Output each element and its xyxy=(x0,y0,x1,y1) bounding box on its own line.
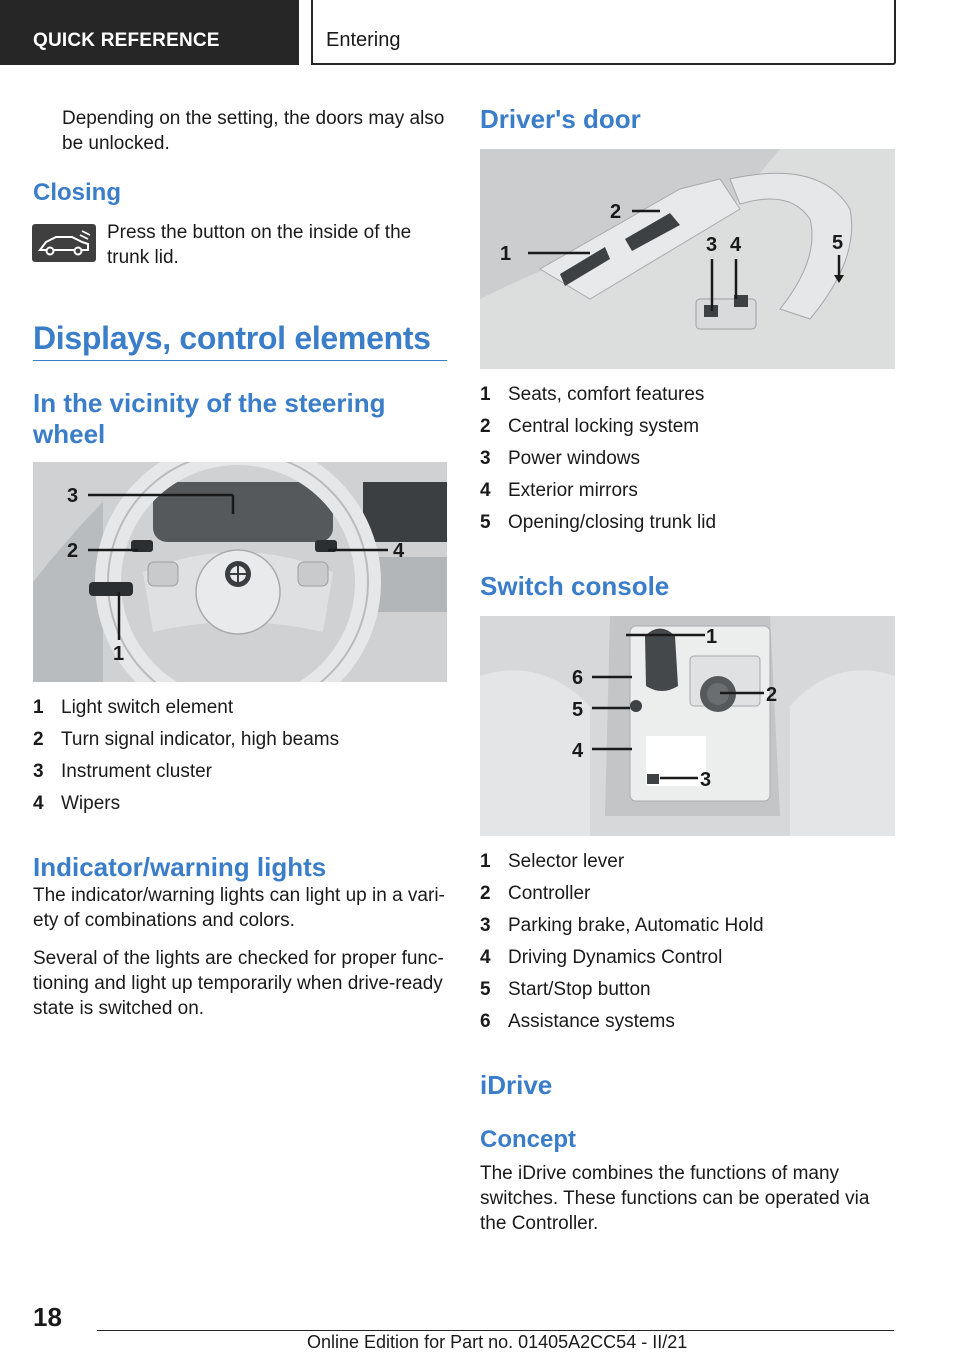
callout-3: 3 xyxy=(700,769,712,791)
text-line: Press the button on the inside of the xyxy=(107,222,412,243)
section-tab xyxy=(0,0,299,65)
section-title: QUICK REFERENCE xyxy=(33,30,220,51)
text-line: be unlocked. xyxy=(62,133,170,154)
heading-line: In the vicinity of the steering xyxy=(33,388,386,418)
list-item: 2 Central locking system xyxy=(480,416,700,437)
list-item: 2 Controller xyxy=(480,883,591,904)
callout-1: 1 xyxy=(500,243,512,265)
text-line: state is switched on. xyxy=(33,998,205,1019)
list-item: 1 Seats, comfort features xyxy=(480,384,705,405)
chapter-tab xyxy=(311,0,896,65)
concept-heading: Concept xyxy=(480,1126,576,1153)
intro-paragraph xyxy=(62,106,444,156)
list-item: 1 Light switch element xyxy=(33,697,234,718)
trunk-lid-icon xyxy=(32,224,96,262)
callout-1: 1 xyxy=(113,643,125,665)
list-item: 3 Instrument cluster xyxy=(33,761,212,782)
callout-3: 3 xyxy=(706,234,718,256)
list-item: 3 Power windows xyxy=(480,448,640,469)
list-item: 4 Wipers xyxy=(33,793,121,814)
text-line: switches. These functions can be operated via xyxy=(480,1188,870,1209)
concept-paragraph xyxy=(480,1161,869,1236)
list-item: 2 Turn signal indicator, high beams xyxy=(33,729,340,750)
callout-5: 5 xyxy=(572,699,584,721)
indicator-paragraph-2 xyxy=(33,946,444,1021)
callout-4: 4 xyxy=(572,740,584,762)
list-item: 5 Opening/closing trunk lid xyxy=(480,512,717,533)
switch-console-photo xyxy=(480,616,895,836)
text-line: tioning and light up temporarily when drive-ready xyxy=(33,973,443,994)
text-line: trunk lid. xyxy=(107,247,179,268)
drivers-door-photo xyxy=(480,149,895,369)
steering-wheel-photo xyxy=(33,462,447,682)
text-line: Several of the lights are checked for proper func- xyxy=(33,948,444,969)
page-number: 18 xyxy=(33,1302,62,1332)
text-line: Depending on the setting, the doors may also xyxy=(62,108,445,129)
callout-4: 4 xyxy=(730,234,742,256)
steering-legend xyxy=(33,697,447,825)
callout-2: 2 xyxy=(610,201,622,223)
callout-6: 6 xyxy=(572,667,584,689)
list-item: 4 Driving Dynamics Control xyxy=(480,947,723,968)
list-item: 4 Exterior mirrors xyxy=(480,480,638,501)
drivers-door-heading: Driver's door xyxy=(480,104,641,134)
closing-heading: Closing xyxy=(33,179,121,206)
text-line: the Controller. xyxy=(480,1213,599,1234)
text-line: ety of combinations and colors. xyxy=(33,910,295,931)
idrive-heading: iDrive xyxy=(480,1070,553,1100)
indicator-paragraph-1 xyxy=(33,883,445,933)
list-item: 5 Start/Stop button xyxy=(480,979,651,1000)
text-line: The indicator/warning lights can light up in a vari- xyxy=(33,885,445,906)
list-item: 6 Assistance systems xyxy=(480,1011,675,1032)
footer-rule xyxy=(97,1330,894,1331)
displays-heading: Displays, control elements xyxy=(33,320,431,356)
callout-3: 3 xyxy=(67,485,79,507)
list-item: 1 Selector lever xyxy=(480,851,625,872)
edition-text: Online Edition for Part no. 01405A2CC54 - II/21 xyxy=(307,1332,688,1352)
heading-line: wheel xyxy=(33,419,106,449)
callout-1: 1 xyxy=(706,626,718,648)
steering-heading xyxy=(33,388,386,450)
list-item: 3 Parking brake, Automatic Hold xyxy=(480,915,764,936)
callout-2: 2 xyxy=(67,540,79,562)
console-legend xyxy=(480,851,895,1043)
switch-console-heading: Switch console xyxy=(480,571,670,601)
door-legend xyxy=(480,384,895,544)
callout-4: 4 xyxy=(393,540,405,562)
closing-paragraph xyxy=(107,220,411,270)
chapter-title: Entering xyxy=(326,29,401,51)
callout-5: 5 xyxy=(832,232,844,254)
text-line: The iDrive combines the functions of many xyxy=(480,1163,840,1184)
indicator-heading: Indicator/warning lights xyxy=(33,852,327,882)
heading-rule xyxy=(33,360,447,361)
callout-2: 2 xyxy=(766,684,778,706)
